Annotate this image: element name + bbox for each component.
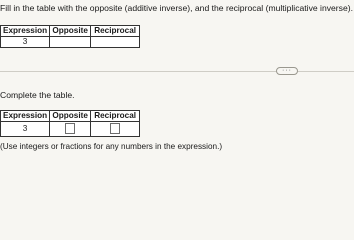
answer-table (0, 110, 140, 137)
table-header-row (1, 26, 140, 37)
header-reciprocal: Reciprocal (91, 111, 140, 122)
header-expression: Expression (1, 111, 50, 122)
example-table (0, 25, 140, 48)
section-divider (0, 71, 354, 72)
header-expression: Expression (1, 26, 50, 37)
table-header-row (1, 111, 140, 122)
cell-opposite (50, 37, 91, 48)
complete-table-prompt: Complete the table. (0, 90, 75, 100)
more-options-button[interactable]: ··· (276, 67, 298, 75)
cell-expression: 3 (1, 122, 50, 137)
header-opposite: Opposite (50, 26, 91, 37)
table-row (1, 37, 140, 48)
opposite-answer-input[interactable] (65, 123, 75, 134)
header-reciprocal: Reciprocal (91, 26, 140, 37)
reciprocal-answer-input[interactable] (110, 123, 120, 134)
instruction-text: Fill in the table with the opposite (additive inverse), and the reciprocal (multiplicative inverse). (0, 3, 353, 13)
cell-expression: 3 (1, 37, 50, 48)
cell-reciprocal (91, 122, 140, 137)
header-opposite: Opposite (50, 111, 91, 122)
cell-opposite (50, 122, 91, 137)
cell-reciprocal (91, 37, 140, 48)
table-row (1, 122, 140, 137)
hint-text: (Use integers or fractions for any numbers in the expression.) (0, 142, 223, 151)
